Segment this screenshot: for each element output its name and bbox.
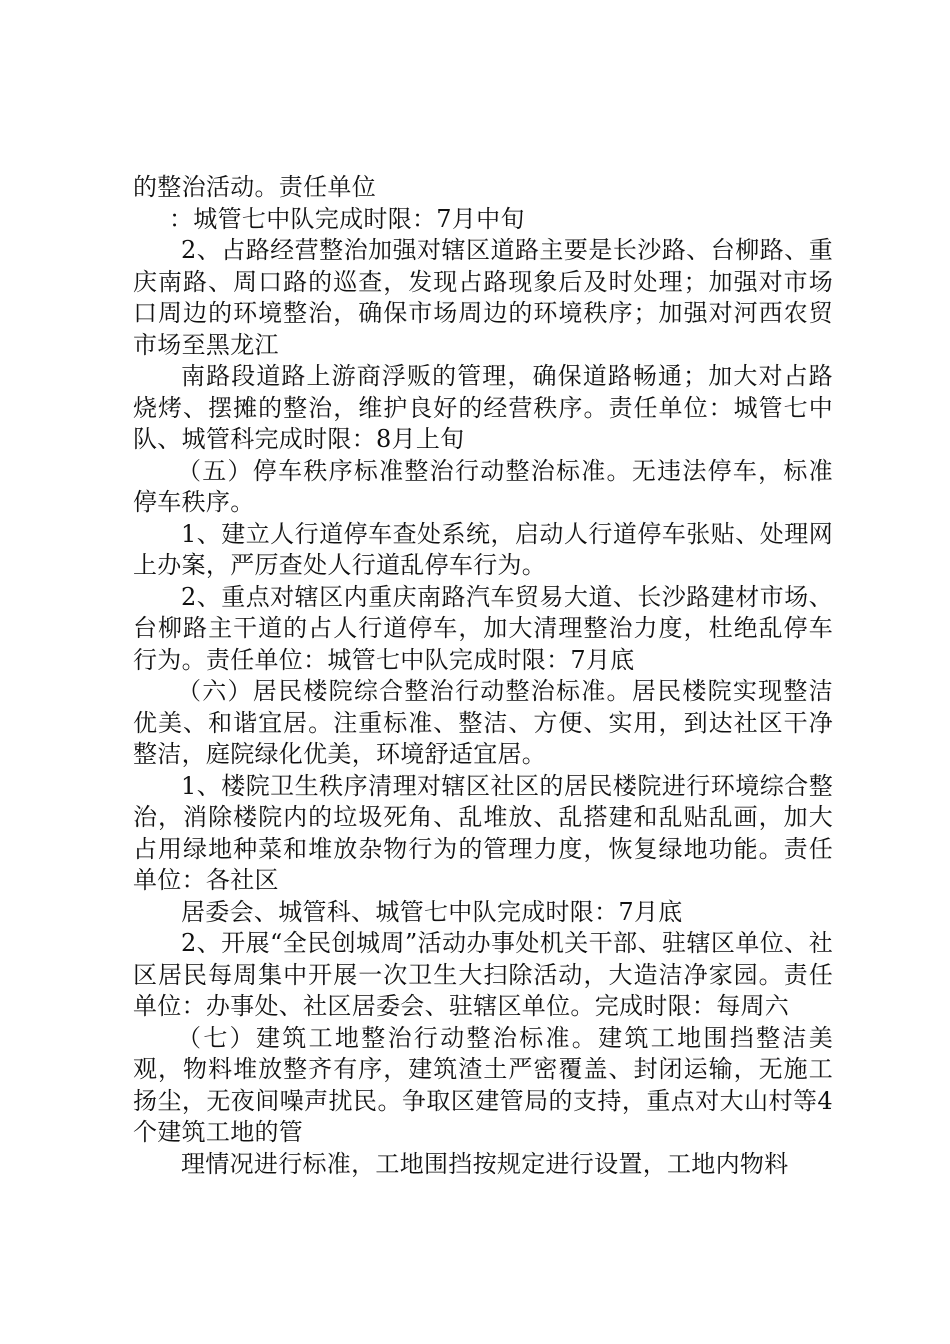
document-body (133, 172, 833, 1180)
paragraph-construction-cont: 理情况进行标准，工地围挡按规定进行设置，工地内物料 (181, 1149, 789, 1178)
paragraph-road-occupation: 2、占路经营整治加强对辖区道路主要是长沙路、台柳路、重庆南路、周口路的巡查，发现占路现象后及时处理；加强对市场口周边的环境整治，确保市场周边的环境秩序；加强对河西农贸市场至黑龙江 (133, 236, 833, 359)
paragraph-road-occupation-cont: 南路段道路上游商浮贩的管理，确保道路畅通；加大对占路烧烤、摆摊的整治，维护良好的经营秩序。责任单位：城管七中队、城管科完成时限：8月上旬 (133, 362, 833, 453)
paragraph-responsible-unit-1: ：城管七中队完成时限：7月中旬 (169, 204, 525, 233)
section-heading-parking: （五）停车秩序标准整治行动整治标准。无违法停车，标准停车秩序。 (133, 456, 833, 516)
paragraph-residential-1: 1、楼院卫生秩序清理对辖区社区的居民楼院进行环境综合整治，消除楼院内的垃圾死角、乱堆放、乱搭建和乱贴乱画，加大占用绿地种菜和堆放杂物行为的管理力度，恢复绿地功能。责任单位：各社区 (133, 771, 833, 894)
paragraph-parking-1: 1、建立人行道停车查处系统，启动人行道停车张贴、处理网上办案，严厉查处人行道乱停车行为。 (133, 519, 833, 579)
paragraph-residential-2: 2、开展“全民创城周”活动办事处机关干部、驻辖区单位、社区居民每周集中开展一次卫生大扫除活动，大造洁净家园。责任单位：办事处、社区居委会、驻辖区单位。完成时限：每周六 (133, 929, 833, 1020)
paragraph-residential-1-cont: 居委会、城管科、城管七中队完成时限：7月底 (181, 897, 683, 926)
paragraph-continuation-1: 的整治活动。责任单位 (133, 173, 376, 201)
paragraph-parking-2: 2、重点对辖区内重庆南路汽车贸易大道、长沙路建材市场、台柳路主干道的占人行道停车，加大清理整治力度，杜绝乱停车行为。责任单位：城管七中队完成时限：7月底 (133, 582, 833, 674)
section-heading-construction: （七）建筑工地整治行动整治标准。建筑工地围挡整洁美观，物料堆放整齐有序，建筑渣土严密覆盖、封闭运输，无施工扬尘，无夜间噪声扰民。争取区建管局的支持，重点对大山村等4个建筑工地的管 (133, 1023, 833, 1146)
section-heading-residential: （六）居民楼院综合整治行动整治标准。居民楼院实现整洁优美、和谐宜居。注重标准、整洁、方便、实用，到达社区干净整洁，庭院绿化优美，环境舒适宜居。 (133, 677, 833, 768)
